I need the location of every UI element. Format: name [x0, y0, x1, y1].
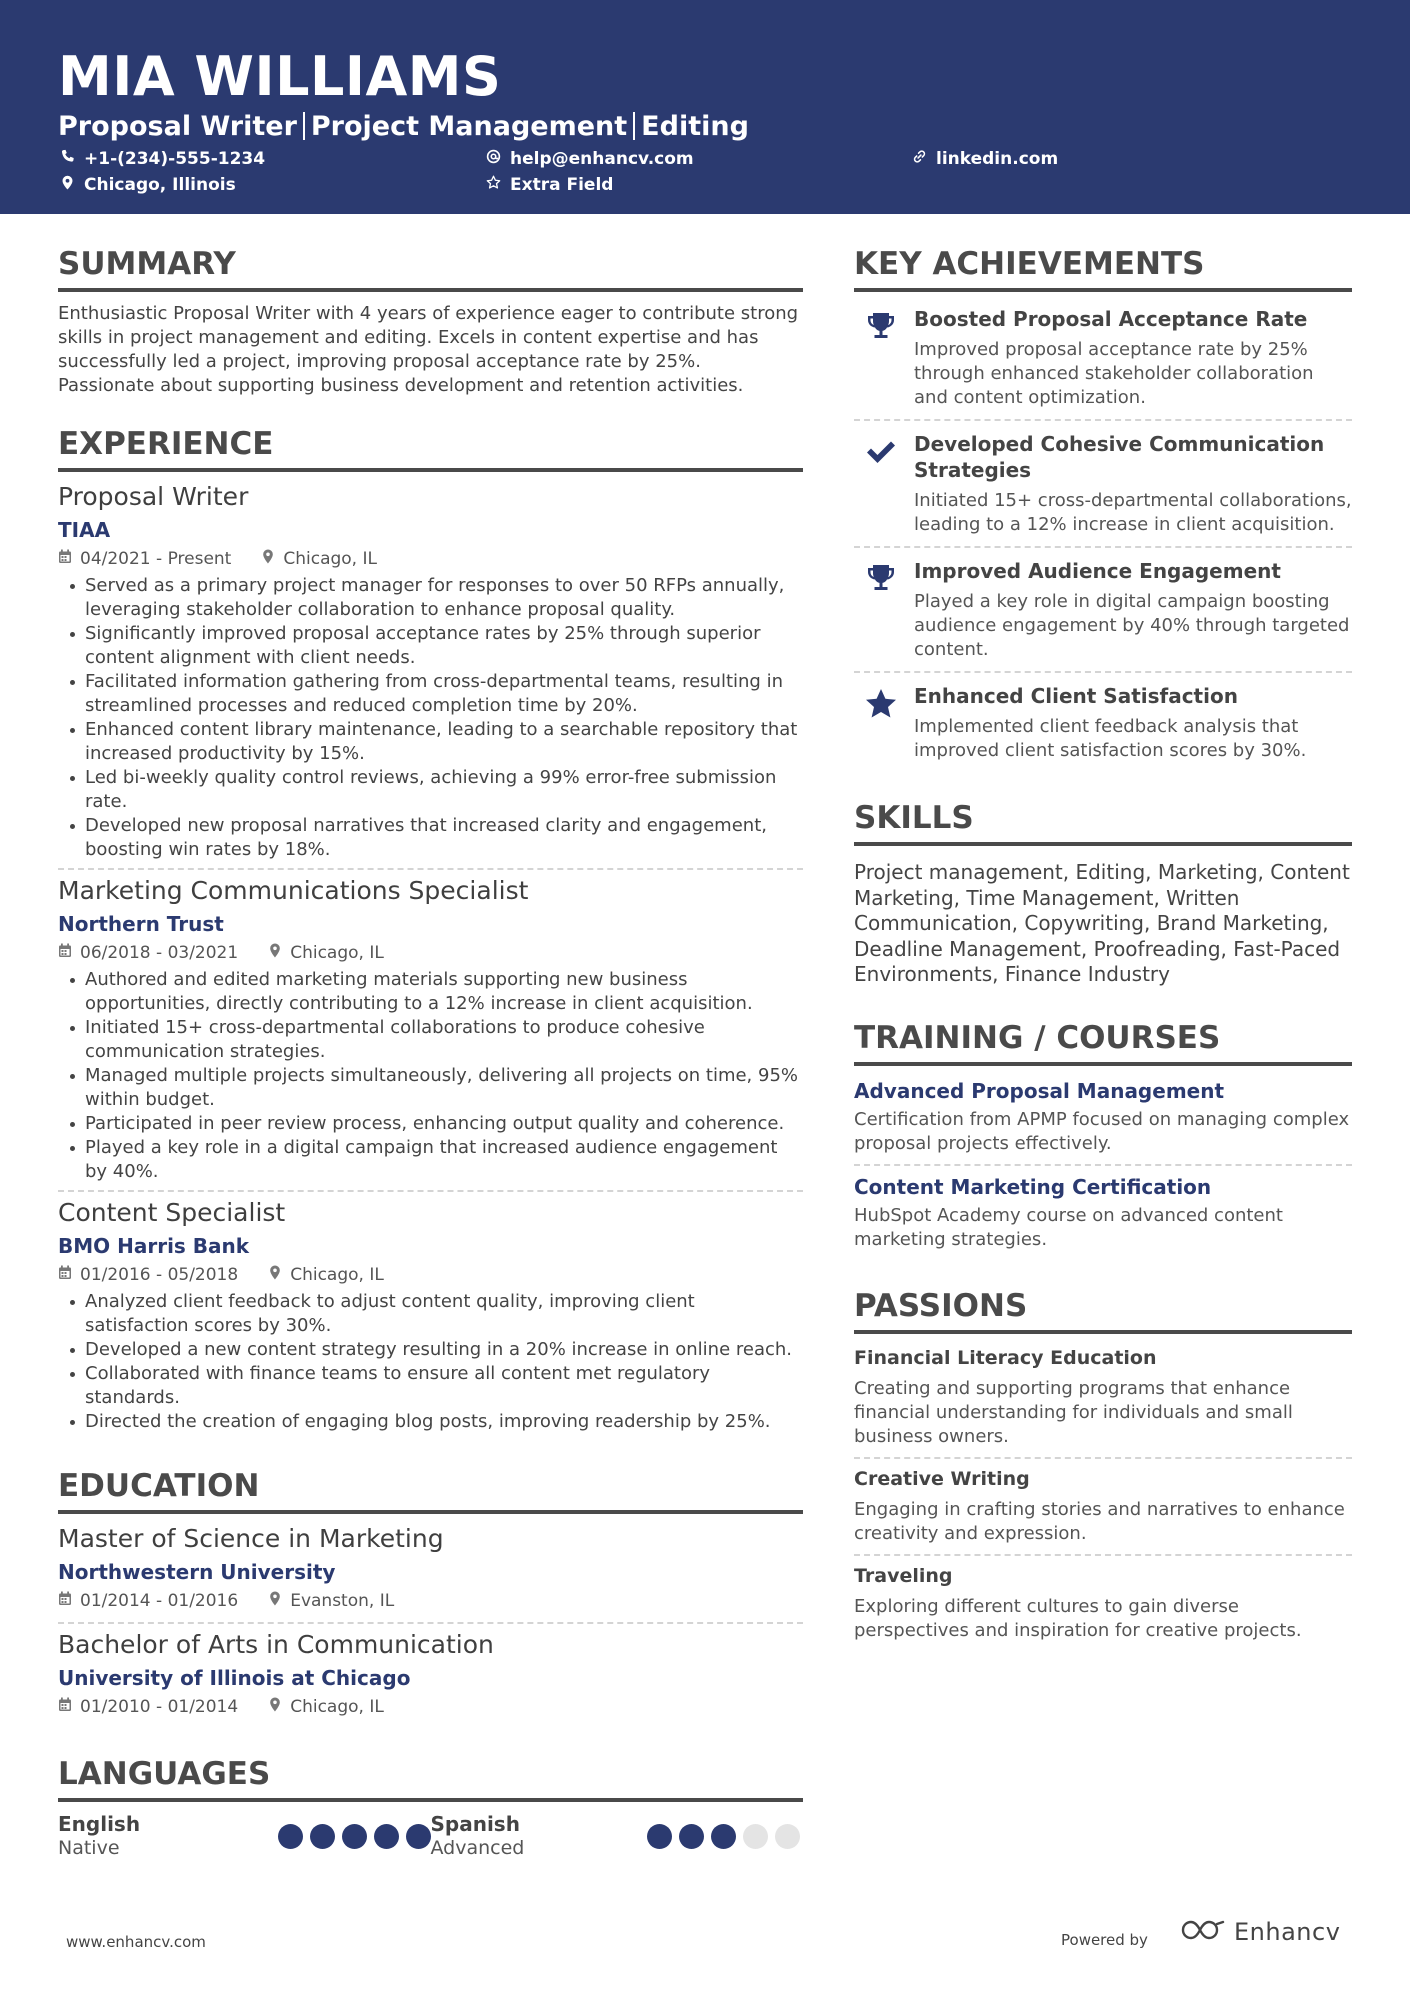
- date-text: 01/2016 - 05/2018: [80, 1265, 239, 1285]
- bullet-item: Led bi-weekly quality control reviews, achieving a 99% error-free submission rate.: [58, 766, 803, 814]
- company-name: Northern Trust: [58, 912, 224, 936]
- language-name: Spanish: [430, 1812, 520, 1836]
- bullet-item: Developed new proposal narratives that increased clarity and engagement, boosting win rates by 18%.: [58, 814, 803, 862]
- education-entry: [58, 1520, 803, 1622]
- bullet-item: Significantly improved proposal acceptance rates by 25% through superior content alignment with client needs.: [58, 622, 803, 670]
- location-pin-icon: [268, 938, 282, 968]
- location-text: Evanston, IL: [290, 1591, 395, 1611]
- education-entry: [58, 1622, 803, 1728]
- training-section: [854, 1014, 1352, 1260]
- summary-section: [58, 240, 803, 398]
- education-list: [58, 1520, 803, 1728]
- meta-row: [58, 938, 803, 968]
- job-location: [268, 1586, 394, 1616]
- rating-dot: [775, 1824, 800, 1849]
- contact-linkedin[interactable]: [912, 148, 1058, 170]
- job-title: Content Specialist: [58, 1198, 286, 1227]
- headline-title-2: Project Management: [310, 111, 628, 142]
- passion-description: Exploring different cultures to gain diverse perspectives and inspiration for creative projects.: [854, 1595, 1302, 1641]
- section-title: TRAINING / COURSES: [854, 1014, 1352, 1066]
- at-icon: [486, 148, 501, 170]
- passion-title: Traveling: [854, 1564, 953, 1587]
- headline: [58, 110, 749, 144]
- bullet-item: Enhanced content library maintenance, leading to a searchable repository that increased productivity by 15%.: [58, 718, 803, 766]
- bullet-item: Facilitated information gathering from cross-departmental teams, resulting in streamlined processes and reduced completion time by 20%.: [58, 670, 803, 718]
- bullet-item: Initiated 15+ cross-departmental collaborations to produce cohesive communication strategies.: [58, 1016, 803, 1064]
- rating-dot: [342, 1824, 367, 1849]
- left-column: [58, 240, 803, 1860]
- meta-row: [58, 1586, 803, 1616]
- passion-title: Creative Writing: [854, 1467, 1030, 1490]
- passion-entry: [854, 1457, 1352, 1554]
- meta-row: [58, 1260, 803, 1290]
- language-name: English: [58, 1812, 141, 1836]
- location-pin-icon: [261, 544, 275, 574]
- achievement-entry: [854, 546, 1352, 671]
- achievement-entry: [854, 671, 1352, 772]
- powered-by-text: Powered by: [1061, 1931, 1148, 1949]
- enhancv-logo-icon: [1180, 1918, 1226, 1946]
- job-entry: [58, 868, 803, 1190]
- school-name: University of Illinois at Chicago: [58, 1666, 411, 1690]
- job-location: [268, 938, 384, 968]
- achievement-description: Played a key role in digital campaign boosting audience engagement by 40% through targeted content.: [914, 591, 1350, 660]
- right-column: [854, 240, 1352, 1651]
- rating-dot: [406, 1824, 431, 1849]
- skills-text: Project management, Editing, Marketing, Content Marketing, Time Management, Written Communication, Copywriting, Brand Marketing, Deadline Management, Proofreading, Fast-Paced Environments, Finance Industry: [854, 860, 1350, 986]
- course-description: HubSpot Academy course on advanced content marketing strategies.: [854, 1204, 1283, 1250]
- calendar-icon: [58, 1692, 72, 1722]
- achievement-title: Developed Cohesive Communication Strategies: [914, 432, 1325, 482]
- bullet-list: [58, 574, 803, 862]
- course-description: Certification from APMP focused on managing complex proposal projects effectively.: [854, 1108, 1350, 1154]
- bullet-item: Directed the creation of engaging blog posts, improving readership by 25%.: [58, 1410, 803, 1434]
- phone-icon: [60, 148, 75, 170]
- phone-text: +1-(234)-555-1234: [84, 149, 266, 169]
- achievement-entry: [854, 296, 1352, 419]
- language-level: Advanced: [430, 1837, 525, 1859]
- passion-entry: [854, 1338, 1352, 1457]
- education-section: [58, 1462, 803, 1728]
- rating-dot: [310, 1824, 335, 1849]
- meta-row: [58, 1692, 803, 1722]
- contact-location: [60, 174, 236, 196]
- date-range: [58, 938, 238, 968]
- company-name: BMO Harris Bank: [58, 1234, 250, 1258]
- section-title: SUMMARY: [58, 240, 803, 292]
- language-level: Native: [58, 1837, 120, 1859]
- date-text: 06/2018 - 03/2021: [80, 943, 239, 963]
- achievement-description: Improved proposal acceptance rate by 25% through enhanced stakeholder collaboration and content optimization.: [914, 339, 1314, 408]
- date-text: 04/2021 - Present: [80, 549, 232, 569]
- company-name: TIAA: [58, 518, 111, 542]
- job-location: [268, 1260, 384, 1290]
- bullet-item: Participated in peer review process, enhancing output quality and coherence.: [58, 1112, 803, 1136]
- job-title: Marketing Communications Specialist: [58, 876, 529, 905]
- location-pin-icon: [268, 1586, 282, 1616]
- bullet-list: [58, 1290, 803, 1434]
- extra-field-text: Extra Field: [510, 175, 614, 195]
- course-entry: [854, 1164, 1352, 1260]
- passion-entry: [854, 1554, 1352, 1651]
- job-location: [261, 544, 377, 574]
- rating-dot: [278, 1824, 303, 1849]
- contact-email[interactable]: [486, 148, 694, 170]
- skills-section: [854, 794, 1352, 988]
- brand-name: Enhancv: [1234, 1918, 1341, 1946]
- section-title: KEY ACHIEVEMENTS: [854, 240, 1352, 292]
- date-range: [58, 1692, 238, 1722]
- course-title: Advanced Proposal Management: [854, 1078, 1225, 1103]
- rating-dot: [711, 1824, 736, 1849]
- bullet-item: Collaborated with finance teams to ensure all content met regulatory standards.: [58, 1362, 803, 1410]
- section-title: PASSIONS: [854, 1282, 1352, 1334]
- job-entry: [58, 1190, 803, 1440]
- school-name: Northwestern University: [58, 1560, 336, 1584]
- passion-description: Creating and supporting programs that enhance financial understanding for individuals and small business owners.: [854, 1377, 1293, 1447]
- calendar-icon: [58, 938, 72, 968]
- location-text: Chicago, IL: [290, 1265, 384, 1285]
- course-entry: [854, 1070, 1352, 1164]
- headline-separator: [303, 112, 305, 140]
- calendar-icon: [58, 544, 72, 574]
- achievement-title: Enhanced Client Satisfaction: [914, 684, 1238, 708]
- experience-list: [58, 478, 803, 1440]
- summary-text: Enthusiastic Proposal Writer with 4 years of experience eager to contribute strong skills in project management and editing. Excels in content expertise and has successfully led a project, improving proposal acceptance rate by 25%. Passionate about supporting business development and retention activities.: [58, 303, 799, 396]
- location-text: Chicago, IL: [283, 549, 377, 569]
- proficiency-dots: [647, 1824, 800, 1849]
- bullet-item: Authored and edited marketing materials supporting new business opportunities, directly contributing to a 12% increase in client acquisition.: [58, 968, 803, 1016]
- location-pin-icon: [268, 1260, 282, 1290]
- location-pin-icon: [268, 1692, 282, 1722]
- bullet-item: Developed a new content strategy resulting in a 20% increase in online reach.: [58, 1338, 803, 1362]
- contact-extra: [486, 174, 613, 196]
- star-icon: [854, 683, 914, 763]
- achievement-entry: [854, 419, 1352, 546]
- footer-url[interactable]: www.enhancv.com: [66, 1933, 206, 1951]
- date-text: 01/2014 - 01/2016: [80, 1591, 239, 1611]
- headline-separator: [633, 112, 635, 140]
- link-icon: [912, 148, 927, 170]
- achievements-list: [854, 296, 1352, 772]
- bullet-item: Analyzed client feedback to adjust content quality, improving client satisfaction scores by 30%.: [58, 1290, 803, 1338]
- language-entry: [58, 1812, 431, 1860]
- course-title: Content Marketing Certification: [854, 1174, 1212, 1199]
- section-title: EXPERIENCE: [58, 420, 803, 472]
- bullet-list: [58, 968, 803, 1184]
- degree: Bachelor of Arts in Communication: [58, 1630, 494, 1659]
- date-range: [58, 544, 231, 574]
- rating-dot: [679, 1824, 704, 1849]
- date-range: [58, 1260, 238, 1290]
- rating-dot: [374, 1824, 399, 1849]
- bullet-item: Managed multiple projects simultaneously, delivering all projects on time, 95% within budget.: [58, 1064, 803, 1112]
- trophy-icon: [854, 306, 914, 410]
- linkedin-text: linkedin.com: [936, 149, 1059, 169]
- calendar-icon: [58, 1260, 72, 1290]
- passions-section: [854, 1282, 1352, 1651]
- passion-title: Financial Literacy Education: [854, 1346, 1157, 1369]
- star-outline-icon: [486, 174, 501, 196]
- job-title: Proposal Writer: [58, 482, 249, 511]
- meta-row: [58, 544, 803, 574]
- experience-section: [58, 420, 803, 1440]
- date-text: 01/2010 - 01/2014: [80, 1697, 239, 1717]
- section-title: EDUCATION: [58, 1462, 803, 1514]
- location-text: Chicago, IL: [290, 943, 384, 963]
- brand-logo[interactable]: [1180, 1918, 1340, 1946]
- section-title: LANGUAGES: [58, 1750, 803, 1802]
- job-entry: [58, 478, 803, 868]
- achievement-title: Boosted Proposal Acceptance Rate: [914, 307, 1308, 331]
- location-text: Chicago, Illinois: [84, 175, 236, 195]
- achievements-section: [854, 240, 1352, 772]
- degree: Master of Science in Marketing: [58, 1524, 444, 1553]
- passions-list: [854, 1338, 1352, 1651]
- resume-header: [0, 0, 1410, 214]
- language-entry: [431, 1812, 804, 1860]
- headline-title-3: Editing: [641, 111, 749, 142]
- achievement-description: Initiated 15+ cross-departmental collaborations, leading to a 12% increase in client acquisition.: [914, 490, 1352, 535]
- job-location: [268, 1692, 384, 1722]
- achievement-title: Improved Audience Engagement: [914, 559, 1281, 583]
- trophy-icon: [854, 558, 914, 662]
- languages-list: [58, 1812, 803, 1860]
- bullet-item: Played a key role in a digital campaign that increased audience engagement by 40%.: [58, 1136, 803, 1184]
- bullet-item: Served as a primary project manager for responses to over 50 RFPs annually, leveraging stakeholder collaboration to enhance proposal quality.: [58, 574, 803, 622]
- proficiency-dots: [278, 1824, 431, 1849]
- rating-dot: [743, 1824, 768, 1849]
- location-text: Chicago, IL: [290, 1697, 384, 1717]
- training-list: [854, 1070, 1352, 1260]
- languages-section: [58, 1750, 803, 1860]
- rating-dot: [647, 1824, 672, 1849]
- section-title: SKILLS: [854, 794, 1352, 846]
- email-text: help@enhancv.com: [510, 149, 694, 169]
- date-range: [58, 1586, 238, 1616]
- location-pin-icon: [60, 174, 75, 196]
- contact-phone[interactable]: [60, 148, 265, 170]
- achievement-description: Implemented client feedback analysis that improved client satisfaction scores by 30%.: [914, 716, 1307, 761]
- headline-title-1: Proposal Writer: [58, 111, 297, 142]
- passion-description: Engaging in crafting stories and narratives to enhance creativity and expression.: [854, 1498, 1345, 1544]
- candidate-name: MIA WILLIAMS: [58, 45, 502, 108]
- calendar-icon: [58, 1586, 72, 1616]
- check-icon: [854, 431, 914, 537]
